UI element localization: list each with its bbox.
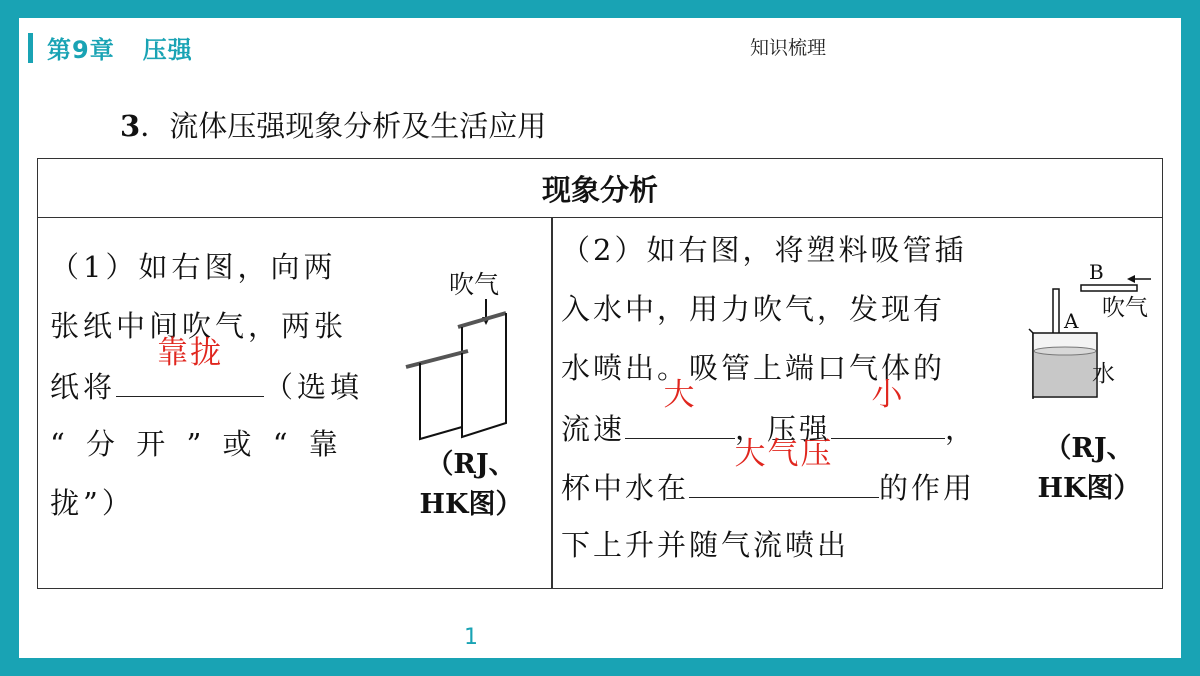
left-figure-label-blow: 吹气 xyxy=(449,270,500,299)
right-line-4-c: ， xyxy=(945,412,978,446)
right-figure-caption xyxy=(1021,429,1157,509)
right-line-1: （2）如右图，将塑料吸管插 xyxy=(561,233,967,267)
figure-label-blow: 吹气 xyxy=(1102,295,1148,321)
figure-label-water: 水 xyxy=(1092,361,1115,387)
figure-label-a: A xyxy=(1064,309,1079,333)
right-line-5-a: 杯中水在 xyxy=(561,471,690,505)
answer-1: 靠拢 xyxy=(157,335,224,371)
left-cell-text xyxy=(50,238,400,533)
left-line-4: “ 分 开 ” 或 “ 靠 xyxy=(50,427,344,461)
left-line-5: 拢”） xyxy=(50,486,135,520)
left-line-2: 张纸中间吹气，两张 xyxy=(50,309,348,343)
left-caption-line-1: （RJ、 xyxy=(426,449,516,480)
column-divider xyxy=(551,218,553,588)
analysis-table xyxy=(37,158,1163,589)
right-line-5 xyxy=(561,436,1021,516)
chapter-number: 第9章 xyxy=(47,36,115,64)
right-line-2: 入水中，用力吹气，发现有 xyxy=(561,292,946,326)
heading-title: ．流体压强现象分析及生活应用 xyxy=(140,109,547,143)
right-line-5-b: 的作用 xyxy=(879,471,976,505)
page-heading xyxy=(120,104,546,145)
left-line-3 xyxy=(50,335,400,415)
right-line-4-a: 流速 xyxy=(561,412,626,446)
heading-number: 3 xyxy=(120,109,141,143)
right-line-3: 水喷出。吸管上端口气体的 xyxy=(561,351,946,385)
right-line-6: 下上升并随气流喷出 xyxy=(561,528,850,562)
answer-4: 大气压 xyxy=(734,436,834,472)
right-line-4-b: ，压强 xyxy=(735,412,832,446)
section-title: 知识梳理 xyxy=(750,37,827,59)
left-caption-line-2: HK图） xyxy=(419,489,523,520)
left-figure-caption xyxy=(406,445,536,525)
header-accent-bar xyxy=(28,33,33,63)
answer-blank-4 xyxy=(689,436,879,498)
answer-3: 小 xyxy=(871,377,905,413)
left-line-1: （1）如右图，向两 xyxy=(50,250,337,284)
answer-blank-1 xyxy=(116,335,264,397)
right-cell-text xyxy=(561,221,1021,575)
table-header: 现象分析 xyxy=(38,159,1162,218)
answer-2: 大 xyxy=(663,377,697,413)
right-caption-line-1: （RJ、 xyxy=(1044,433,1134,464)
right-caption-line-2: HK图） xyxy=(1037,473,1141,504)
figure-label-b: B xyxy=(1089,260,1104,284)
chapter-name: 压强 xyxy=(142,36,193,64)
left-line-3-suffix: （选填 xyxy=(264,370,364,404)
paper-sheets-figure xyxy=(398,299,518,449)
page-number: 1 xyxy=(464,625,478,650)
slide xyxy=(19,18,1181,658)
chapter-title xyxy=(47,30,193,65)
left-line-3-prefix: 纸将 xyxy=(50,370,117,404)
